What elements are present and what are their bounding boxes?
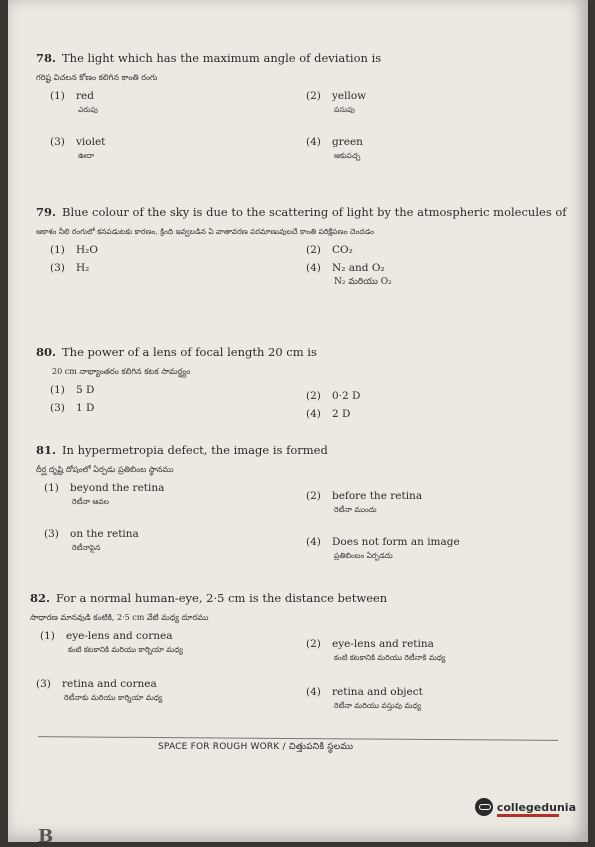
question-text: In hypermetropia defect, the image is formed — [62, 443, 328, 457]
option-4[interactable]: (4) retina and object రెటీనా మరియు వస్తువు మధ్య — [306, 686, 423, 710]
question-number: 81. — [36, 443, 57, 457]
options — [36, 244, 570, 306]
question-79 — [36, 204, 570, 306]
watermark-logo — [475, 798, 576, 816]
question-text: For a normal human-eye, 2·5 cm is the distance between — [56, 591, 388, 605]
options — [36, 384, 570, 424]
options — [30, 630, 570, 728]
graduate-icon — [475, 798, 493, 816]
question-number: 79. — [36, 205, 57, 219]
question-text-telugu: దీర్ఘ దృష్టి దోషంలో ఏర్పడు ప్రతిబింబ స్థానము — [36, 465, 174, 474]
option-2[interactable]: (2) eye-lens and retina కంటి కటకానికి మరియు రెటీనాకి మధ్య — [306, 638, 446, 662]
question-82 — [30, 590, 570, 728]
option-3[interactable]: (3) violet ఊదా — [50, 136, 106, 160]
option-3[interactable]: (3) on the retina రెటీనాపైన — [44, 528, 139, 552]
option-1[interactable]: (1) H₂O — [50, 244, 98, 256]
question-81 — [36, 442, 570, 578]
page-letter: B — [38, 826, 54, 847]
question-text-telugu: గరిష్ట విచలన కోణం కలిగిన కాంతి రంగు — [36, 73, 158, 82]
question-number: 82. — [30, 591, 51, 605]
question-number: 80. — [36, 345, 57, 359]
option-4[interactable]: (4) Does not form an image ప్రతిబింబం ఏర్పడదు — [306, 536, 460, 560]
question-80 — [36, 344, 570, 424]
options — [36, 482, 570, 578]
option-1[interactable]: (1) beyond the retina రెటీనా ఆవల — [44, 482, 165, 506]
question-text-telugu: ఆకాశం నీలి రంగులో కనపడుటకు కారణం, క్రింది ఇవ్వబడిన ఏ వాతావరణ పరమాణువులచే కాంతి పరిక్షేపణం చెందడం — [36, 227, 374, 236]
options — [36, 90, 570, 170]
rough-work-label: SPACE FOR ROUGH WORK / చిత్తుపనికి స్థలము — [158, 742, 354, 752]
option-3[interactable]: (3) H₂ — [50, 262, 90, 274]
question-text-telugu: 20 cm నాభ్యాంతరం కలిగిన కటక సామర్థ్యం — [52, 367, 191, 376]
option-3[interactable]: (3) 1 D — [50, 402, 95, 414]
option-2[interactable]: (2) before the retina రెటీనా ముందు — [306, 490, 423, 514]
exam-page — [8, 0, 588, 847]
watermark-text: collegedunia — [496, 800, 576, 814]
option-1[interactable]: (1) 5 D — [50, 384, 95, 396]
option-1[interactable]: (1) eye-lens and cornea కంటి కటకానికి మరియు కార్నియా మధ్య — [40, 630, 183, 654]
question-78 — [36, 50, 570, 170]
option-3[interactable]: (3) retina and cornea రెటీనాకు మరియు కార్నియా మధ్య — [36, 678, 163, 702]
option-4[interactable]: (4) green ఆకుపచ్చ — [306, 136, 363, 160]
question-text-telugu: సాధారణ మానవుడి కంటికి, 2·5 cm వేటి మధ్య దూరము — [30, 613, 209, 622]
option-4[interactable]: (4) N₂ and O₂ N₂ మరియు O₂ — [306, 262, 392, 287]
option-2[interactable]: (2) CO₂ — [306, 244, 353, 256]
question-text: The light which has the maximum angle of deviation is — [62, 51, 382, 65]
option-2[interactable]: (2) 0·2 D — [306, 390, 361, 402]
rough-work-divider — [38, 736, 558, 741]
option-2[interactable]: (2) yellow పసుపు — [306, 90, 367, 114]
option-4[interactable]: (4) 2 D — [306, 408, 351, 420]
watermark-tagline — [497, 814, 559, 817]
question-number: 78. — [36, 51, 57, 65]
option-1[interactable]: (1) red ఎరుపు — [50, 90, 98, 114]
question-text: The power of a lens of focal length 20 cm is — [62, 345, 317, 359]
question-text: Blue colour of the sky is due to the scattering of light by the atmospheric molecules of — [62, 205, 567, 219]
